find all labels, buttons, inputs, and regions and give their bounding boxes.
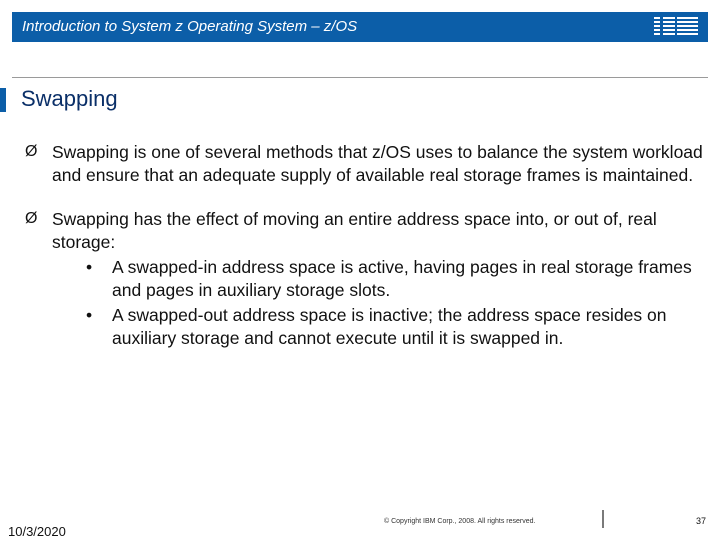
ibm-logo-icon bbox=[654, 15, 698, 39]
dot-bullet-icon: • bbox=[86, 305, 93, 325]
sub-bullet-text: A swapped-in address space is active, having pages in real storage frames and pages in auxiliary storage slots. bbox=[112, 257, 692, 300]
sub-bullet-1 bbox=[52, 256, 704, 301]
slide-title: Swapping bbox=[21, 86, 118, 111]
dot-bullet-icon: • bbox=[86, 257, 93, 277]
sub-bullet-2 bbox=[52, 304, 704, 349]
bullet-2 bbox=[24, 208, 704, 349]
title-divider bbox=[12, 77, 708, 78]
arrow-bullet-icon: Ø bbox=[25, 143, 38, 160]
bullet-text: Swapping has the effect of moving an entire address space into, or out of, real storage: bbox=[52, 209, 657, 252]
title-accent-bar bbox=[0, 88, 6, 112]
sub-bullet-text: A swapped-out address space is inactive; the address space resides on auxiliary storage and cannot execute until it is swapped in. bbox=[112, 305, 667, 348]
arrow-bullet-icon: Ø bbox=[25, 210, 38, 227]
page-number: 37 bbox=[696, 516, 707, 526]
bullet-text: Swapping is one of several methods that z/OS uses to balance the system workload and ensure that an adequate supply of available real storage frames is maintained. bbox=[52, 142, 703, 185]
presentation-title: Introduction to System z Operating System – z/OS bbox=[22, 18, 358, 35]
bullet-1 bbox=[24, 141, 704, 186]
footer-divider bbox=[602, 510, 604, 528]
slide-content bbox=[24, 141, 704, 371]
footer-date: 10/3/2020 bbox=[8, 524, 66, 539]
footer-copyright: © Copyright IBM Corp., 2008. All rights reserved. bbox=[384, 518, 536, 525]
header-bar bbox=[12, 12, 708, 42]
